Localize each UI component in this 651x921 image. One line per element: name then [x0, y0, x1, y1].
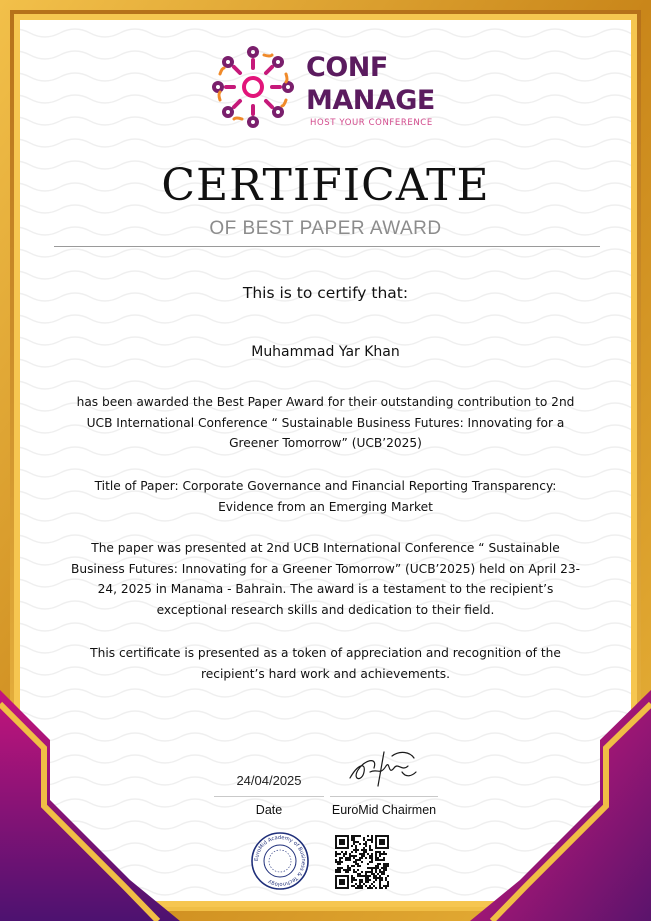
award-paragraph: has been awarded the Best Paper Award for their outstanding contribution to 2nd UCB International Conference “ Sustainable Business Futures: Innovating for a Greener Tomorrow” (UCB’2025) — [76, 395, 575, 450]
paper-title-paragraph: Title of Paper: Corporate Governance and Financial Reporting Transparency: Evidence from an Emerging Market — [94, 479, 557, 514]
logo-line-1: CONF — [306, 52, 388, 83]
certificate-title: CERTIFICATE — [161, 160, 490, 211]
date-label: Date — [255, 803, 283, 817]
academy-seal — [250, 831, 310, 891]
date-value: 24/04/2025 — [236, 773, 302, 788]
certify-line: This is to certify that: — [242, 284, 409, 302]
date-line — [214, 796, 324, 797]
logo-line-2: MANAGE — [306, 85, 435, 116]
signature-image — [344, 742, 420, 790]
seal-ring-text: EuroMid Academy of Business & Technology — [253, 834, 307, 888]
heading-divider — [54, 246, 600, 247]
conf-manage-logo — [206, 40, 451, 135]
certificate-subtitle: OF BEST PAPER AWARD — [209, 218, 442, 239]
recipient-name: Muhammad Yar Khan — [251, 344, 400, 360]
logo-tagline: HOST YOUR CONFERENCE — [310, 118, 433, 128]
token-paragraph: This certificate is presented as a token of appreciation and recognition of the recipient’s hard work and achievements. — [90, 646, 561, 681]
qr-code — [335, 835, 389, 889]
chair-signature-line — [330, 796, 438, 797]
logo-mark-icon — [206, 40, 301, 135]
chair-label: EuroMid Chairmen — [331, 803, 437, 817]
presentation-paragraph: The paper was presented at 2nd UCB International Conference “ Sustainable Business Futures: Innovating for a Greener Tomorrow” (UCB’2025) held on April 23-24, 2025 in Manama - Bahrain. The award is a testament to the recipient’s exceptional research skills and dedication to their field. — [71, 541, 580, 617]
